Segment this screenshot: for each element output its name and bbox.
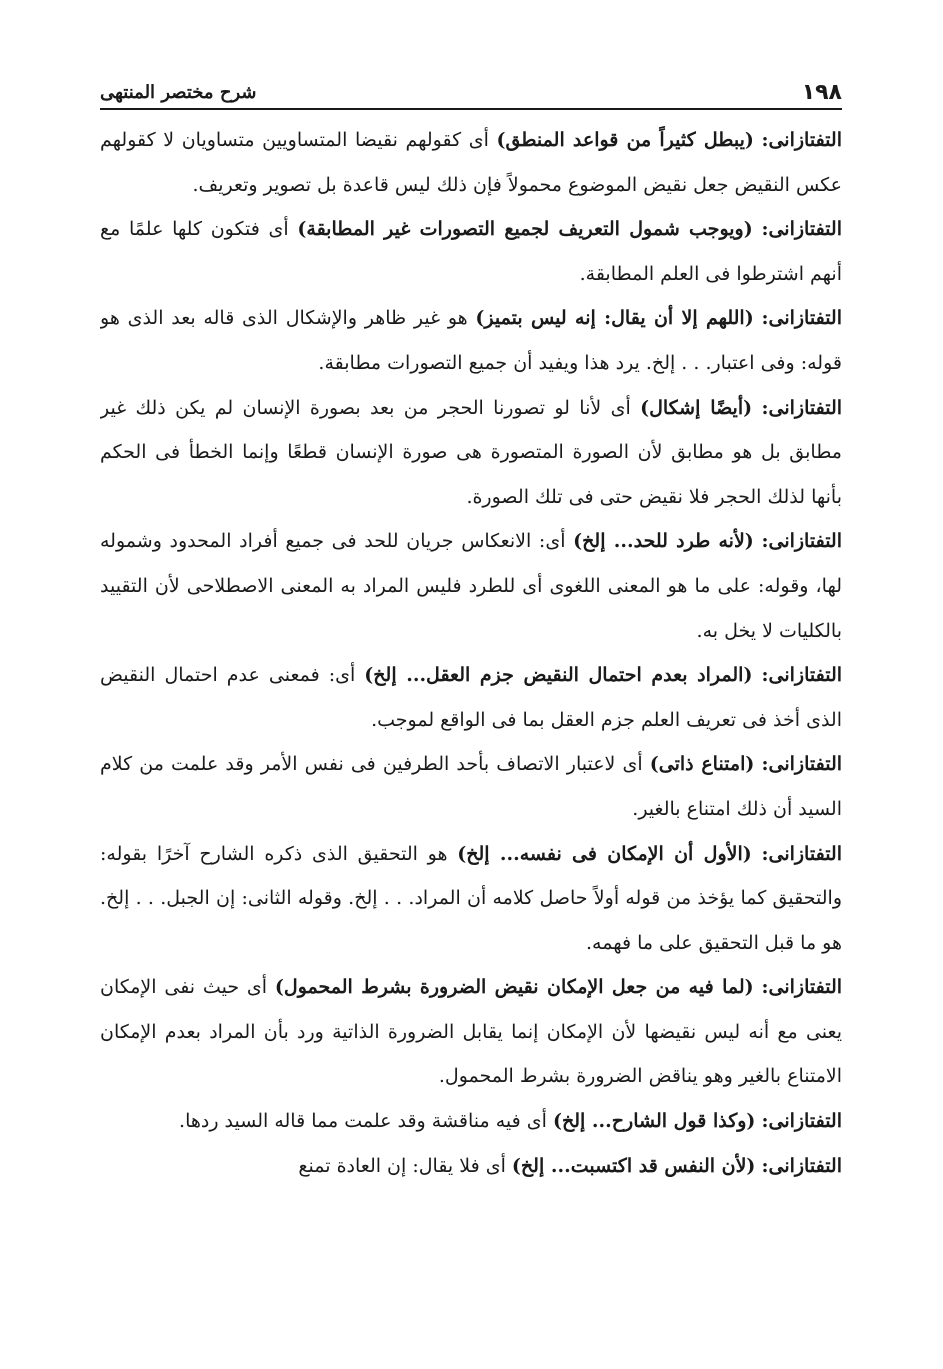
commentary-entry bbox=[100, 742, 842, 831]
entry-text: أى فيه مناقشة وقد علمت مما قاله السيد ردها. bbox=[179, 1110, 547, 1133]
entry-text: أى لأنا لو تصورنا الحجر من بعد بصورة الإنسان لم يكن ذلك غير مطابق بل هو مطابق لأن الصورة المتصورة هى صورة الإنسان قطعًا وإنما الخطأ فى الحكم بأنها لذلك الحجر فلا نقيض حتى فى تلك الصورة. bbox=[100, 396, 842, 508]
entry-text: أى حيث نفى الإمكان يعنى مع أنه ليس نقيضها لأن الإمكان إنما يقابل الضرورة الذاتية ورد بأن المراد بعدم الإمكان الامتناع بالغير وهو يناقض الضرورة بشرط المحمول. bbox=[100, 976, 842, 1088]
entry-text: أى: الانعكاس جريان للحد فى جميع أفراد المحدود وشموله لها، وقوله: على ما هو المعنى اللغوى أى للطرد فليس المراد به المعنى الاصطلاحى لأن التقييد بالكليات لا يخل به. bbox=[100, 530, 842, 642]
speaker-label: التفتازانى: bbox=[761, 307, 842, 330]
entry-text: هو غير ظاهر والإشكال الذى قاله بعد الذى هو قوله: وفى اعتبار. . . إلخ. يرد هذا ويفيد أن جميع التصورات مطابقة. bbox=[100, 307, 842, 374]
speaker-label: التفتازانى: bbox=[761, 976, 842, 999]
quoted-phrase: (أيضًا إشكال) bbox=[640, 396, 753, 419]
speaker-label: التفتازانى: bbox=[761, 842, 842, 865]
commentary-entry bbox=[100, 519, 842, 653]
quoted-phrase: (الأول أن الإمكان فى نفسه... إلخ) bbox=[457, 842, 752, 865]
commentary-entry bbox=[100, 1144, 842, 1189]
page-number: ١٩٨ bbox=[801, 80, 842, 105]
entry-text: أى: فمعنى عدم احتمال النقيض الذى أخذ فى تعريف العلم جزم العقل بما فى الواقع لموجب. bbox=[100, 664, 842, 731]
entry-text: أى فتكون كلها علمًا مع أنهم اشترطوا فى العلم المطابقة. bbox=[100, 218, 842, 285]
speaker-label: التفتازانى: bbox=[761, 1154, 842, 1177]
entry-text: هو التحقيق الذى ذكره الشارح آخرًا بقوله: والتحقيق كما يؤخذ من قوله أولاً حاصل كلامه أن المراد. . . إلخ. وقوله الثانى: إن الجبل. . . إلخ. هو ما قبل التحقيق على ما فهمه. bbox=[100, 842, 842, 954]
quoted-phrase: (يبطل كثيراً من قواعد المنطق) bbox=[496, 129, 754, 151]
commentary-entry bbox=[100, 207, 842, 296]
quoted-phrase: (وكذا قول الشارح... إلخ) bbox=[552, 1110, 756, 1133]
quoted-phrase: (لأنه طرد للحد... إلخ) bbox=[573, 530, 754, 553]
commentary-entry bbox=[100, 118, 842, 207]
speaker-label: التفتازانى: bbox=[761, 530, 842, 553]
quoted-phrase: (المراد بعدم احتمال النقيض جزم العقل... إلخ) bbox=[364, 664, 753, 687]
speaker-label: التفتازانى: bbox=[761, 753, 842, 776]
quoted-phrase: (ويوجب شمول التعريف لجميع التصورات غير المطابقة) bbox=[297, 218, 753, 241]
commentary-entry bbox=[100, 386, 842, 520]
speaker-label: التفتازانى: bbox=[761, 129, 842, 151]
quoted-phrase: (لأن النفس قد اكتسبت... إلخ) bbox=[511, 1154, 756, 1177]
speaker-label: التفتازانى: bbox=[761, 1110, 842, 1133]
speaker-label: التفتازانى: bbox=[761, 218, 842, 241]
entry-text: أى فلا يقال: إن العادة تمنع bbox=[298, 1154, 506, 1177]
quoted-phrase: (امتناع ذاتى) bbox=[649, 753, 755, 776]
commentary-text bbox=[100, 118, 842, 1188]
commentary-entry bbox=[100, 296, 842, 385]
entry-text: أى كقولهم نقيضا المتساويين متساويان لا كقولهم عكس النقيض جعل نقيض الموضوع محمولاً فإن ذلك ليس قاعدة بل تصوير وتعريف. bbox=[100, 129, 842, 196]
entry-text: أى لاعتبار الاتصاف بأحد الطرفين فى نفس الأمر وقد علمت من كلام السيد أن ذلك امتناع بالغير. bbox=[100, 753, 842, 820]
running-header bbox=[100, 78, 842, 110]
commentary-entry bbox=[100, 965, 842, 1099]
commentary-entry bbox=[100, 832, 842, 966]
commentary-entry bbox=[100, 1099, 842, 1144]
book-title: شرح مختصر المنتهى bbox=[100, 82, 257, 103]
commentary-entry bbox=[100, 653, 842, 742]
quoted-phrase: (لما فيه من جعل الإمكان نقيض الضرورة بشرط المحمول) bbox=[274, 976, 754, 999]
book-page bbox=[100, 78, 842, 1348]
speaker-label: التفتازانى: bbox=[761, 396, 842, 419]
quoted-phrase: (اللهم إلا أن يقال: إنه ليس بتميز) bbox=[475, 307, 754, 330]
speaker-label: التفتازانى: bbox=[761, 664, 842, 687]
